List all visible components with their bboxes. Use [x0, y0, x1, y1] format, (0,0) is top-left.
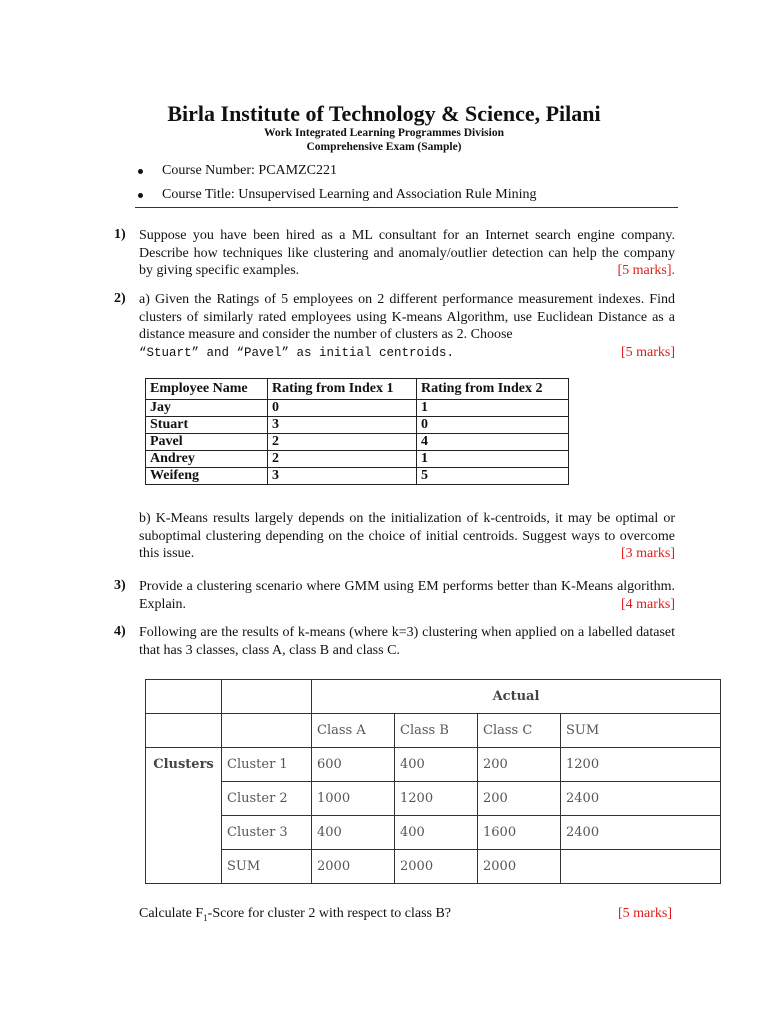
table-cell: 3	[268, 468, 417, 485]
table-cell: 4	[417, 434, 569, 451]
question-4-prompt	[139, 906, 672, 923]
table-cell: 1200	[395, 782, 478, 816]
question-2a	[139, 291, 675, 362]
question-3-text: Provide a clustering scenario where GMM using EM performs better than K-Means algorithm. Explain.	[139, 579, 675, 612]
column-header: Rating from Index 2	[417, 379, 569, 400]
kmeans-results-table	[145, 679, 721, 884]
table-cell: Cluster 3	[222, 816, 312, 850]
question-2a-text-end: “Stuart” and “Pavel” as initial centroids.	[139, 345, 455, 360]
question-number-4: 4)	[114, 624, 126, 639]
question-2a-marks: [5 marks]	[620, 344, 675, 360]
column-header: SUM	[561, 714, 721, 748]
question-number-3: 3)	[114, 578, 126, 593]
table-cell: SUM	[222, 850, 312, 884]
column-header: Class B	[395, 714, 478, 748]
table-cell: 1600	[478, 816, 561, 850]
question-4-text: Following are the results of k-means (where k=3) clustering when applied on a labelled dataset that has 3 classes, class A, class B and class C.	[139, 625, 675, 658]
table-row	[146, 782, 721, 816]
question-1-text: Suppose you have been hired as a ML consultant for an Internet search engine company. Describe how techniques like clustering and anomaly/outlier detection can help the company by giving specific examples.	[139, 228, 675, 278]
division-subtitle: Work Integrated Learning Programmes Division	[264, 127, 504, 139]
question-4	[139, 624, 675, 659]
table-cell: 2000	[312, 850, 395, 884]
actual-label: Actual	[312, 680, 721, 714]
employee-ratings-table	[145, 378, 569, 485]
question-number-1: 1)	[114, 227, 126, 242]
course-number: Course Number: PCAMZC221	[135, 160, 536, 184]
table-cell: 0	[417, 417, 569, 434]
table-cell: 200	[478, 782, 561, 816]
question-3-marks: [4 marks]	[620, 596, 675, 612]
column-header: Class A	[312, 714, 395, 748]
table-row	[146, 714, 721, 748]
table-cell: Stuart	[146, 417, 268, 434]
column-header: Rating from Index 1	[268, 379, 417, 400]
course-info-list	[135, 160, 536, 208]
table-cell: 1000	[312, 782, 395, 816]
question-4-marks: [5 marks]	[617, 906, 672, 921]
table-cell: Cluster 2	[222, 782, 312, 816]
table-cell: 400	[312, 816, 395, 850]
table-cell: Cluster 1	[222, 748, 312, 782]
table-cell: 1200	[561, 748, 721, 782]
table-cell: 2	[268, 451, 417, 468]
table-row	[146, 400, 569, 417]
table-row	[146, 680, 721, 714]
table-cell: 5	[417, 468, 569, 485]
column-header: Class C	[478, 714, 561, 748]
table-cell	[561, 850, 721, 884]
table-cell: 1	[417, 451, 569, 468]
table-cell: 200	[478, 748, 561, 782]
question-2b-text: b) K-Means results largely depends on the initialization of k-centroids, it may be optimal or suboptimal clustering depending on the choice of initial centroids. Suggest ways to overcome this issue.	[139, 511, 675, 561]
table-cell: Pavel	[146, 434, 268, 451]
table-header-row	[146, 379, 569, 400]
table-row	[146, 816, 721, 850]
table-row	[146, 417, 569, 434]
question-number-2: 2)	[114, 291, 126, 306]
question-4-prompt-sub: 1	[203, 912, 208, 923]
question-2b-marks: [3 marks]	[620, 546, 675, 561]
table-cell: 3	[268, 417, 417, 434]
course-title: Course Title: Unsupervised Learning and Association Rule Mining	[135, 184, 536, 208]
table-cell: 600	[312, 748, 395, 782]
question-4-prompt-pre: Calculate F	[139, 906, 204, 921]
table-cell: 2400	[561, 782, 721, 816]
table-cell: 2000	[478, 850, 561, 884]
page-title: Birla Institute of Technology & Science, Pilani	[167, 101, 601, 126]
table-cell: 400	[395, 748, 478, 782]
table-row	[146, 850, 721, 884]
table-cell: 0	[268, 400, 417, 417]
clusters-label: Clusters	[146, 748, 222, 884]
question-1	[139, 227, 675, 280]
question-2b	[139, 510, 675, 563]
table-cell: Weifeng	[146, 468, 268, 485]
table-cell: 400	[395, 816, 478, 850]
question-2a-text: a) Given the Ratings of 5 employees on 2 different performance measurement indexes. Find clusters of similarly rated employees using K-means Algorithm, use Euclidean Distance as a distance measure and consider the number of clusters as 2. Choose	[139, 292, 675, 342]
table-cell: 2000	[395, 850, 478, 884]
table-row	[146, 451, 569, 468]
header-divider	[135, 207, 678, 208]
table-cell: Jay	[146, 400, 268, 417]
question-1-marks: [5 marks].	[617, 263, 675, 278]
question-4-prompt-post: -Score for cluster 2 with respect to class B?	[207, 906, 452, 921]
table-cell: Andrey	[146, 451, 268, 468]
table-row	[146, 748, 721, 782]
exam-subtitle: Comprehensive Exam (Sample)	[306, 141, 462, 153]
question-3	[139, 578, 675, 613]
table-cell: 2	[268, 434, 417, 451]
table-cell: 1	[417, 400, 569, 417]
table-cell: 2400	[561, 816, 721, 850]
column-header: Employee Name	[146, 379, 268, 400]
table-row	[146, 434, 569, 451]
table-row	[146, 468, 569, 485]
